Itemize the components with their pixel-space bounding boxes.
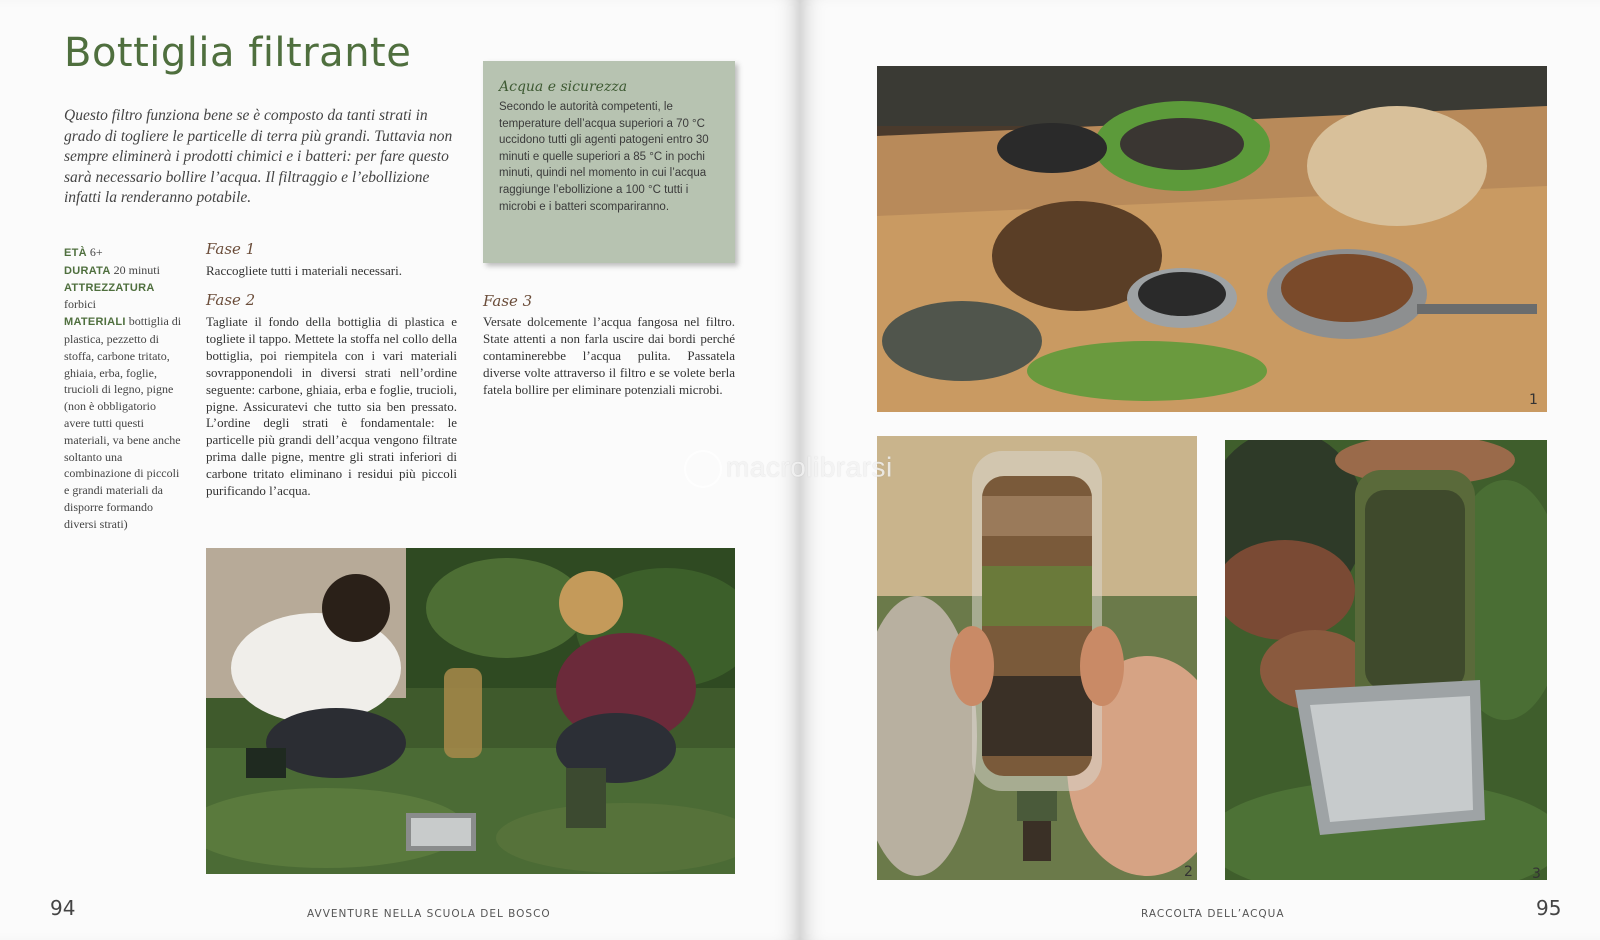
leaf-logo-icon (684, 450, 722, 488)
step-1-title: Fase 1 (206, 240, 256, 258)
watermark-text: macrolibrarsi (726, 451, 893, 483)
step-1-text: Raccogliete tutti i materiali necessari. (206, 263, 403, 278)
bottle-photo (877, 436, 1197, 880)
duration-row (64, 262, 182, 280)
children-photo (206, 548, 735, 874)
photo-number-1: 1 (1529, 392, 1538, 408)
page-title: Bottiglia filtrante (64, 30, 412, 76)
materials-row (64, 313, 182, 532)
pouring-photo-illustration (1225, 440, 1547, 880)
materials-value: bottiglia di plastica, pezzetto di stoffa, carbone tritato, ghiaia, erba, foglie, trucioli di legno, pigne (non è obbligatorio avere tutti questi materiali, va bene anche soltanto una combinazione di piccoli e grandi materiali da disporre formando diversi strati) (64, 314, 182, 531)
materials-label: MATERIALI (64, 316, 126, 329)
safety-infobox (483, 61, 735, 263)
pouring-photo (1225, 440, 1547, 880)
watermark (684, 450, 893, 488)
materials-photo-illustration (877, 66, 1547, 412)
duration-label: DURATA (64, 264, 111, 277)
page-number-right: 95 (1536, 896, 1562, 920)
step-3-text: Versate dolcemente l’acqua fangosa nel filtro. State attenti a non farla uscire dai bordi perché contaminerebbe l’acqua pulita. Passatela diverse volte attraverso il filtro e se volete berla fatela bollire per eliminare potenziali microbi. (483, 314, 735, 397)
right-page (800, 0, 1600, 940)
step-2-title: Fase 2 (206, 291, 256, 309)
age-row (64, 244, 182, 262)
intro-paragraph: Questo filtro funziona bene se è composto da tanti strati in grado di togliere le particelle di terra più grandi. Tuttavia non sempre eliminerà i prodotti chimici e i batteri: per fare questo sarà necessario bollire l’acqua. Il filtraggio e l’ebollizione infatti la renderanno potabile. (64, 107, 453, 206)
age-value: 6+ (89, 245, 103, 259)
duration-value: 20 minuti (113, 262, 160, 277)
running-head-right: RACCOLTA DELL’ACQUA (1141, 908, 1285, 920)
step-3-title: Fase 3 (483, 292, 533, 310)
bottle-photo-illustration (877, 436, 1197, 880)
infobox-title: Acqua e sicurezza (499, 79, 628, 95)
photo-number-2: 2 (1184, 864, 1193, 880)
children-photo-illustration (206, 548, 735, 874)
equipment-row (64, 280, 182, 314)
equipment-label: ATTREZZATURA (64, 281, 155, 294)
page-number-left: 94 (50, 896, 76, 920)
running-head-left: AVVENTURE NELLA SCUOLA DEL BOSCO (307, 908, 551, 920)
materials-photo (877, 66, 1547, 412)
equipment-value: forbici (64, 297, 96, 312)
age-label: ETÀ (64, 247, 87, 259)
step-2-text: Tagliate il fondo della bottiglia di plastica e togliete il tappo. Mettete la stoffa nel collo della bottiglia, poi riempitela con i vari materiali sovrapponendoli in diversi strati nell’ordine seguente: carbone, ghiaia, erba e foglie, trucioli, pigne. Assicuratevi che tutto sia ben pressato. L’ordine degli strati è fondamentale: le particelle più grandi dell’acqua vengono filtrate prima dalle pigne, mentre gli strati inferiori di carbone tritato eliminano i residui più piccoli purificando l’acqua. (206, 314, 457, 499)
activity-details (64, 244, 182, 533)
infobox-text: Secondo le autorità competenti, le temperature dell’acqua superiori a 70 °C uccidono tutti gli agenti patogeni entro 30 minuti e quelle superiori a 85 °C in pochi minuti, quindi nel momento in cui l’acqua raggiunge l’ebollizione a 100 °C tutti i microbi e i batteri scompariranno. (499, 101, 709, 213)
photo-number-3: 3 (1532, 866, 1541, 882)
